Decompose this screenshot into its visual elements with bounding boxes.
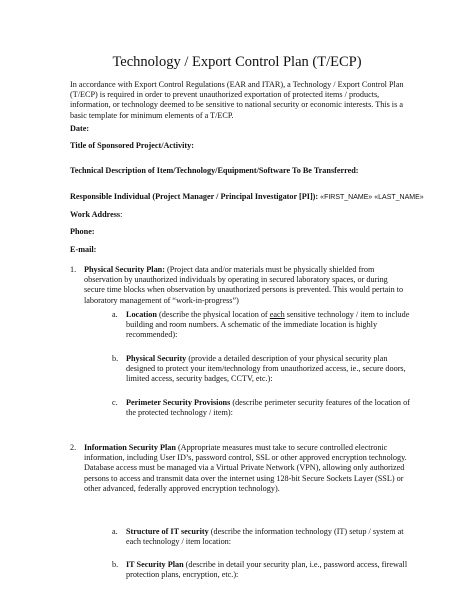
- phone-field-label: Phone:: [70, 227, 95, 236]
- section-1c-text: (describe perimeter security features of the location of the protected technology / item):: [126, 398, 410, 418]
- work-address-label: Work Address: [70, 210, 121, 219]
- section-2a-heading: Structure of IT security: [126, 527, 209, 536]
- section-2a-letter: a.: [112, 527, 118, 536]
- section-2-heading: Information Security Plan: [84, 443, 176, 452]
- section-1c-paragraph: [126, 398, 411, 418]
- project-title-field-label: Title of Sponsored Project/Activity:: [70, 141, 194, 150]
- work-address-row: [70, 210, 122, 220]
- technical-description-field-label: Technical Description of Item/Technology/Equipment/Software To Be Transferred:: [70, 166, 359, 175]
- section-1a-paragraph: [126, 310, 411, 341]
- section-2b-heading: IT Security Plan: [126, 560, 184, 569]
- intro-paragraph: In accordance with Export Control Regulations (EAR and ITAR), a Technology / Export Control Plan (T/ECP) is required in order to prevent unauthorized exportation of protected items / products, information, or technology deemed to be sensitive to national security or economic interests. This is a basic template for minimum elements of a T/ECP.: [70, 80, 404, 120]
- section-1-text: (Project data and/or materials must be physically shielded from observation by unauthorized individuals by operating in secured laboratory spaces, or during secure time blocks when observation by unauthorized persons is prevented. This would pertain to laboratory management of “work-in-progress”): [84, 265, 404, 305]
- email-field-label: E-mail:: [70, 245, 97, 254]
- section-1a-heading: Location: [126, 310, 157, 319]
- section-2b-paragraph: [126, 560, 411, 580]
- responsible-individual-label: Responsible Individual (Project Manager / Principal Investigator [PI]):: [70, 192, 319, 201]
- section-1b-heading: Physical Security: [126, 354, 187, 363]
- section-1a-letter: a.: [112, 310, 118, 319]
- section-2-text: (Appropriate measures must take to secure controlled electronic information, including User ID’s, password control, SSL or other approved encryption technology. Database access must be managed via a Virtual Private Network (VPN), allowing only authorized persons to access and transmit data over the internet using 128-bit Secure Sockets Layer (SSL) or other advanced, federally approved encryption technology).: [84, 443, 407, 493]
- date-field-label: Date:: [70, 124, 90, 133]
- section-1b-letter: b.: [112, 354, 119, 363]
- section-1-number: 1.: [70, 265, 77, 274]
- section-1-paragraph: [84, 265, 410, 306]
- section-1c-heading: Perimeter Security Provisions: [126, 398, 231, 407]
- section-2a-text: (describe the information technology (IT) setup / system at each technology / item location:: [126, 527, 404, 547]
- section-2b-letter: b.: [112, 560, 119, 569]
- responsible-individual-value: «FIRST_NAME» «LAST_NAME»: [320, 194, 424, 201]
- document-title: Technology / Export Control Plan (T/ECP): [112, 54, 362, 70]
- responsible-individual-row: [70, 192, 424, 203]
- section-2b-text: (describe in detail your security plan, i.e., password access, firewall protection plans, encryption, etc.):: [126, 560, 408, 580]
- section-1-heading: Physical Security Plan:: [84, 265, 165, 274]
- section-1a-text-after: sensitive technology / item to include building and room numbers. A schematic of the immediate location is highly recommended):: [126, 310, 410, 340]
- section-1b-text: (provide a detailed description of your physical security plan designed to protect your item/technology from unauthorized access, ie., secure doors, limited access, security badges, CCTV, etc.):: [126, 354, 406, 384]
- section-1a-text-underlined: each: [269, 310, 285, 319]
- section-1a-text-before: (describe the physical location of: [156, 310, 270, 319]
- section-1c-letter: c.: [112, 398, 118, 407]
- section-2-paragraph: [84, 443, 410, 494]
- section-2a-paragraph: [126, 527, 411, 547]
- section-1b-paragraph: [126, 354, 411, 385]
- section-2-number: 2.: [70, 443, 77, 452]
- work-address-colon: :: [120, 210, 123, 219]
